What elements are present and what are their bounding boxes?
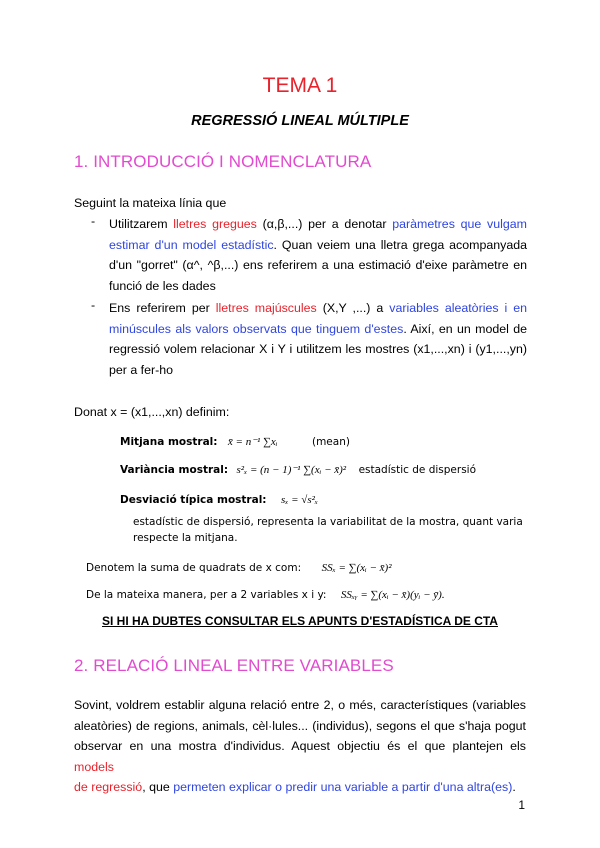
highlight-blue: estimar d'un model estadístic — [109, 237, 274, 252]
mean-definition: Mitjana mostral: x̄ = n⁻¹ ∑xᵢ (mean) — [120, 436, 350, 448]
highlight-red: de regressió — [74, 780, 143, 794]
consult-note: SI HI HA DUBTES CONSULTAR ELS APUNTS D'ESTADÍSTICA DE CTA — [102, 614, 498, 628]
page-number: 1 — [518, 798, 525, 812]
highlight-blue: variables aleatòries i en — [389, 301, 528, 315]
sd-note: estadístic de dispersió, representa la variabilitat de la mostra, quant varia respecte la mitjana. — [133, 516, 523, 544]
bullet-dash: - — [91, 214, 96, 228]
highlight-red: models — [74, 759, 114, 774]
section-2-heading: 2. RELACIÓ LINEAL ENTRE VARIABLES — [74, 656, 394, 675]
intro-text: Seguint la mateixa línia que — [74, 196, 227, 210]
bullet-dash: - — [91, 298, 96, 312]
highlight-blue: paràmetres que vulgam — [392, 217, 528, 231]
variance-definition: Variància mostral: s²ₓ = (n − 1)⁻¹ ∑(xᵢ − x̄)² estadístic de dispersió — [120, 464, 477, 476]
highlight-blue: minúscules als valors observats que tinguem d'estes — [109, 321, 404, 336]
page-title: TEMA 1 — [262, 74, 338, 97]
highlight-blue: permeten explicar o predir una variable a partir d'una altra(es) — [173, 780, 513, 794]
ssxy-definition: De la mateixa manera, per a 2 variables x i y: SSₓᵧ = ∑(xᵢ − x̄)(yᵢ − ȳ). — [86, 589, 445, 601]
page-subtitle: REGRESSIÓ LINEAL MÚLTIPLE — [191, 113, 409, 129]
section-2-paragraph: Sovint, voldrem establir alguna relació entre 2, o més, característiques (variables aleatòries) de regions, animals, cèl·lules... (individus), segons el que s'haja pogut observar en una mostra d'individus. Aquest objectiu és el que plantejen els models de regressió, que permeten explicar o predir una variable a partir d'una altra(es). — [74, 698, 526, 794]
given-text: Donat x = (x1,...,xn) definim: — [74, 405, 230, 419]
sd-definition: Desviació típica mostral: sₓ = √s²ₓ — [120, 494, 319, 506]
bullet-1-text: Utilitzarem lletres gregues (α,β,...) per a denotar paràmetres que vulgam estimar d'un model estadístic. Quan veiem una lletra grega acompanyada d'un "gorret" (α^, ^β,...) ens referirem a una estimació d'eixe paràmetre en funció de les dades — [109, 217, 528, 293]
ss-definition: Denotem la suma de quadrats de x com: SSₓ = ∑(xᵢ − x̄)² — [86, 562, 392, 574]
section-1-heading: 1. INTRODUCCIÓ I NOMENCLATURA — [74, 152, 372, 171]
highlight-red: lletres gregues — [173, 217, 257, 231]
highlight-red: lletres majúscules — [215, 301, 317, 315]
bullet-2-text: Ens referirem per lletres majúscules (X,Y ,...) a variables aleatòries i en minúscules als valors observats que tinguem d'estes. Així, en un model de regressió volem relacionar X i Y i utilitzem les mostres (x1,...,xn) i (y1,...,yn) per a fer-ho — [109, 301, 528, 377]
